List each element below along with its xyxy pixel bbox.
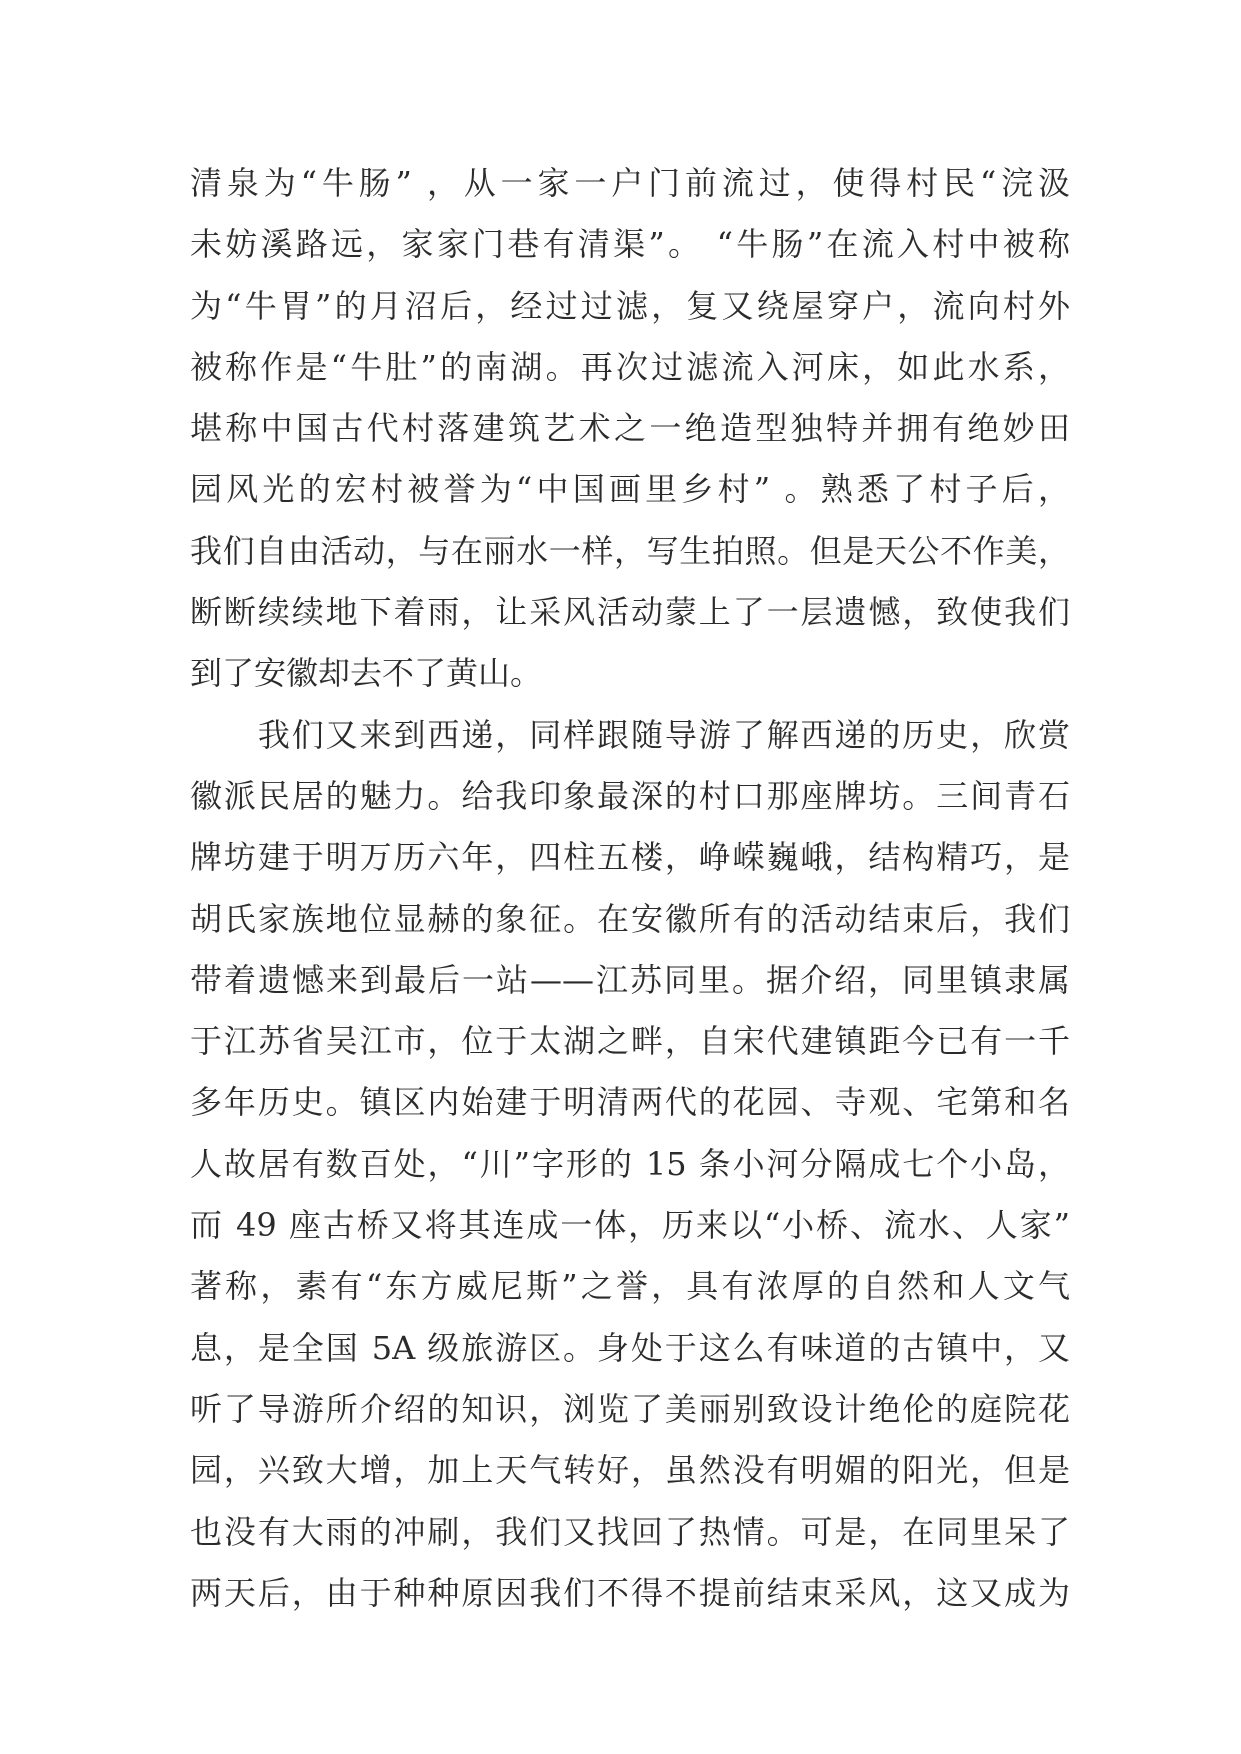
- text-line: 著称，素有“东方威尼斯”之誉，具有浓厚的自然和人文气: [190, 1267, 1070, 1306]
- text-line: 堪称中国古代村落建筑艺术之一绝造型独特并拥有绝妙田: [190, 409, 1070, 448]
- text-line: 断断续续地下着雨，让采风活动蒙上了一层遗憾，致使我们: [190, 593, 1070, 632]
- text-line: 清泉为“牛肠” ，从一家一户门前流过，使得村民“浣汲: [190, 164, 1070, 202]
- text-line: 于江苏省吴江市，位于太湖之畔，自宋代建镇距今已有一千: [190, 1022, 1070, 1061]
- text-line: 被称作是“牛肚”的南湖。再次过滤流入河床，如此水系，: [190, 347, 1070, 386]
- text-line: 徽派民居的魅力。给我印象最深的村口那座牌坊。三间青石: [190, 776, 1070, 815]
- text-line: 园，兴致大增，加上天气转好，虽然没有明媚的阳光，但是: [190, 1451, 1070, 1490]
- text-line: 息，是全国 5A 级旅游区。身处于这么有味道的古镇中，又: [190, 1328, 1070, 1367]
- text-line: 胡氏家族地位显赫的象征。在安徽所有的活动结束后，我们: [190, 899, 1070, 938]
- text-line: 而 49 座古桥又将其连成一体，历来以“小桥、流水、人家”: [190, 1206, 1070, 1245]
- text-line: 带着遗憾来到最后一站——江苏同里。据介绍，同里镇隶属: [190, 960, 1070, 999]
- text-line: 园风光的宏村被誉为“中国画里乡村” 。熟悉了村子后，: [190, 470, 1070, 509]
- text-line-paragraph-end: 到了安徽却去不了黄山。: [190, 654, 543, 693]
- body-text: [190, 153, 1070, 1624]
- text-line: 多年历史。镇区内始建于明清两代的花园、寺观、宅第和名: [190, 1083, 1070, 1122]
- text-line: 为“牛胃”的月沼后，经过过滤，复又绕屋穿户，流向村外: [190, 286, 1070, 325]
- text-line: 也没有大雨的冲刷，我们又找回了热情。可是，在同里呆了: [190, 1512, 1070, 1551]
- text-line: 我们自由活动，与在丽水一样，写生拍照。但是天公不作美，: [190, 531, 1070, 570]
- text-line-paragraph-start: 我们又来到西递，同样跟随导游了解西递的历史，欣赏: [190, 715, 1070, 754]
- text-line: 未妨溪路远，家家门巷有清渠”。 “牛肠”在流入村中被称: [190, 225, 1070, 264]
- text-line: 人故居有数百处，“川”字形的 15 条小河分隔成七个小岛，: [190, 1144, 1070, 1183]
- text-line: 听了导游所介绍的知识，浏览了美丽别致设计绝伦的庭院花: [190, 1389, 1070, 1428]
- text-line: 两天后，由于种种原因我们不得不提前结束采风，这又成为: [190, 1573, 1070, 1612]
- text-line: 牌坊建于明万历六年，四柱五楼，峥嵘巍峨，结构精巧，是: [190, 838, 1070, 877]
